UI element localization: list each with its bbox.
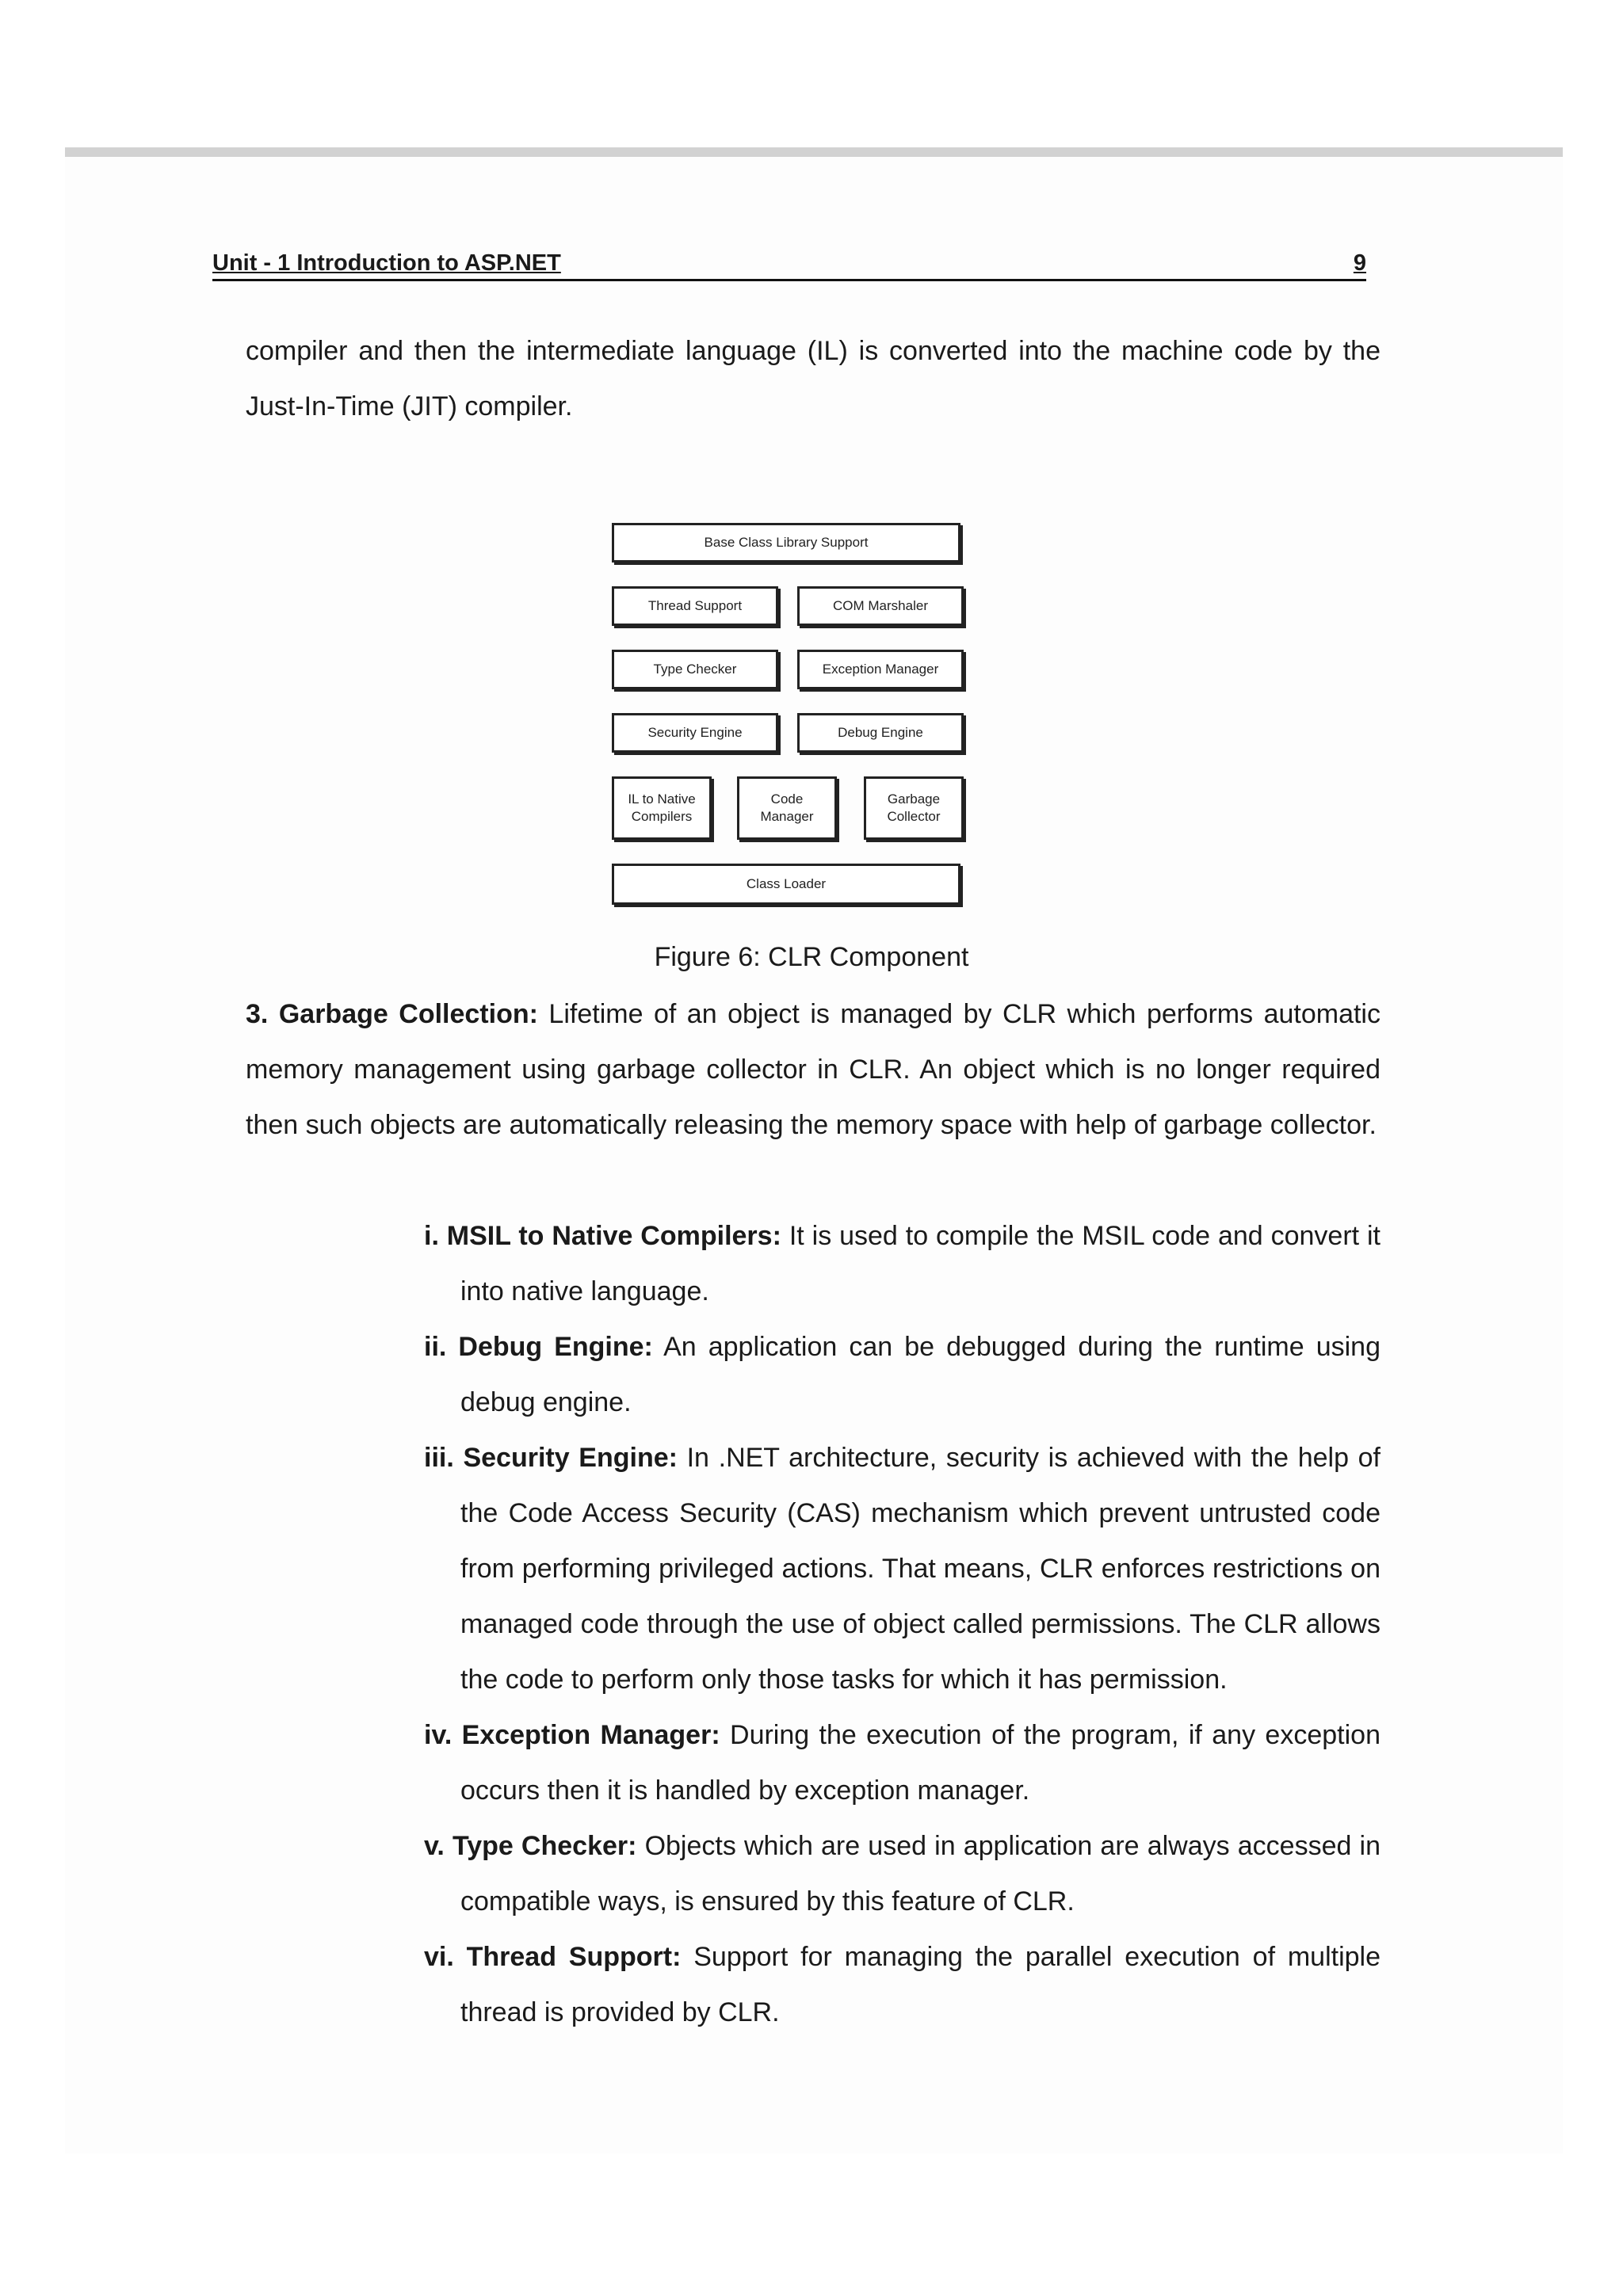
il-to-native-label-line2: Compilers xyxy=(631,809,693,824)
list-item-text: Objects which are used in application are always accessed in compatible ways, is ensured by this feature of CLR. xyxy=(460,1831,1381,1917)
code-manager-box xyxy=(737,776,837,840)
thread-support-box xyxy=(612,586,778,626)
list-item-text: In .NET architecture, security is achieved with the help of the Code Access Security (CAS) mechanism which prevent untrusted code from performing privileged actions. That means, CLR enforces restrictions on managed code through the use of object called permissions. The CLR allows the code to perform only those tasks for which it has permission. xyxy=(460,1443,1381,1695)
list-item-label: v. Type Checker: xyxy=(424,1831,637,1861)
list-item-text: Support for managing the parallel execution of multiple thread is provided by CLR. xyxy=(460,1942,1381,2027)
page-number: 9 xyxy=(1353,250,1366,276)
list-item-label: iii. Security Engine: xyxy=(424,1443,678,1473)
garbage-collection-label: 3. Garbage Collection: xyxy=(246,999,538,1029)
list-item-text: During the execution of the program, if any exception occurs then it is handled by exception manager. xyxy=(460,1720,1381,1806)
garbage-collector-label-line1: Garbage xyxy=(887,791,941,807)
list-item-label: ii. Debug Engine: xyxy=(424,1332,653,1362)
base-class-library-label: Base Class Library Support xyxy=(704,535,869,550)
unit-title: Unit - 1 Introduction to ASP.NET xyxy=(212,250,561,276)
clr-component-diagram xyxy=(609,520,967,910)
code-manager-label-line1: Code xyxy=(770,791,804,807)
il-to-native-compilers-box xyxy=(612,776,712,840)
debug-engine-box xyxy=(797,713,964,753)
list-item xyxy=(424,1430,1381,1707)
list-item-text: An application can be debugged during the runtime using debug engine. xyxy=(460,1332,1381,1417)
code-manager-label-line2: Manager xyxy=(760,809,814,824)
garbage-collection-text: Lifetime of an object is managed by CLR which performs automatic memory management using garbage collector in CLR. An object which is no longer required then such objects are automatically releasing the memory space with help of garbage collector. xyxy=(246,999,1381,1140)
security-engine-box xyxy=(612,713,778,753)
list-item xyxy=(424,1208,1381,1319)
security-engine-label: Security Engine xyxy=(647,725,743,740)
exception-manager-box xyxy=(797,650,964,689)
clr-feature-list xyxy=(424,1208,1381,2040)
running-header xyxy=(212,247,1366,281)
com-marshaler-label: COM Marshaler xyxy=(833,598,928,613)
debug-engine-label: Debug Engine xyxy=(838,725,923,740)
exception-manager-label: Exception Manager xyxy=(822,662,939,677)
list-item-label: vi. Thread Support: xyxy=(424,1942,682,1972)
intro-paragraph: compiler and then the intermediate language (IL) is converted into the machine code by the Just-In-Time (JIT) compiler. xyxy=(246,336,1381,421)
base-class-library-box xyxy=(612,523,960,563)
list-item-label: i. MSIL to Native Compilers: xyxy=(424,1221,781,1251)
garbage-collection-paragraph xyxy=(246,986,1381,1153)
list-item xyxy=(424,1707,1381,1818)
garbage-collector-box xyxy=(864,776,964,840)
com-marshaler-box xyxy=(797,586,964,626)
class-loader-box xyxy=(612,864,960,905)
type-checker-label: Type Checker xyxy=(653,662,737,677)
list-item xyxy=(424,1818,1381,1929)
thread-support-label: Thread Support xyxy=(647,598,743,613)
list-item xyxy=(424,1929,1381,2040)
top-divider xyxy=(65,147,1563,157)
garbage-collector-label-line2: Collector xyxy=(887,809,941,824)
list-item xyxy=(424,1319,1381,1430)
class-loader-label: Class Loader xyxy=(746,876,827,891)
type-checker-box xyxy=(612,650,778,689)
figure-caption: Figure 6: CLR Component xyxy=(654,942,969,972)
il-to-native-label-line1: IL to Native xyxy=(628,791,696,807)
list-item-label: iv. Exception Manager: xyxy=(424,1720,720,1750)
list-item-text: It is used to compile the MSIL code and convert it into native language. xyxy=(460,1221,1381,1306)
